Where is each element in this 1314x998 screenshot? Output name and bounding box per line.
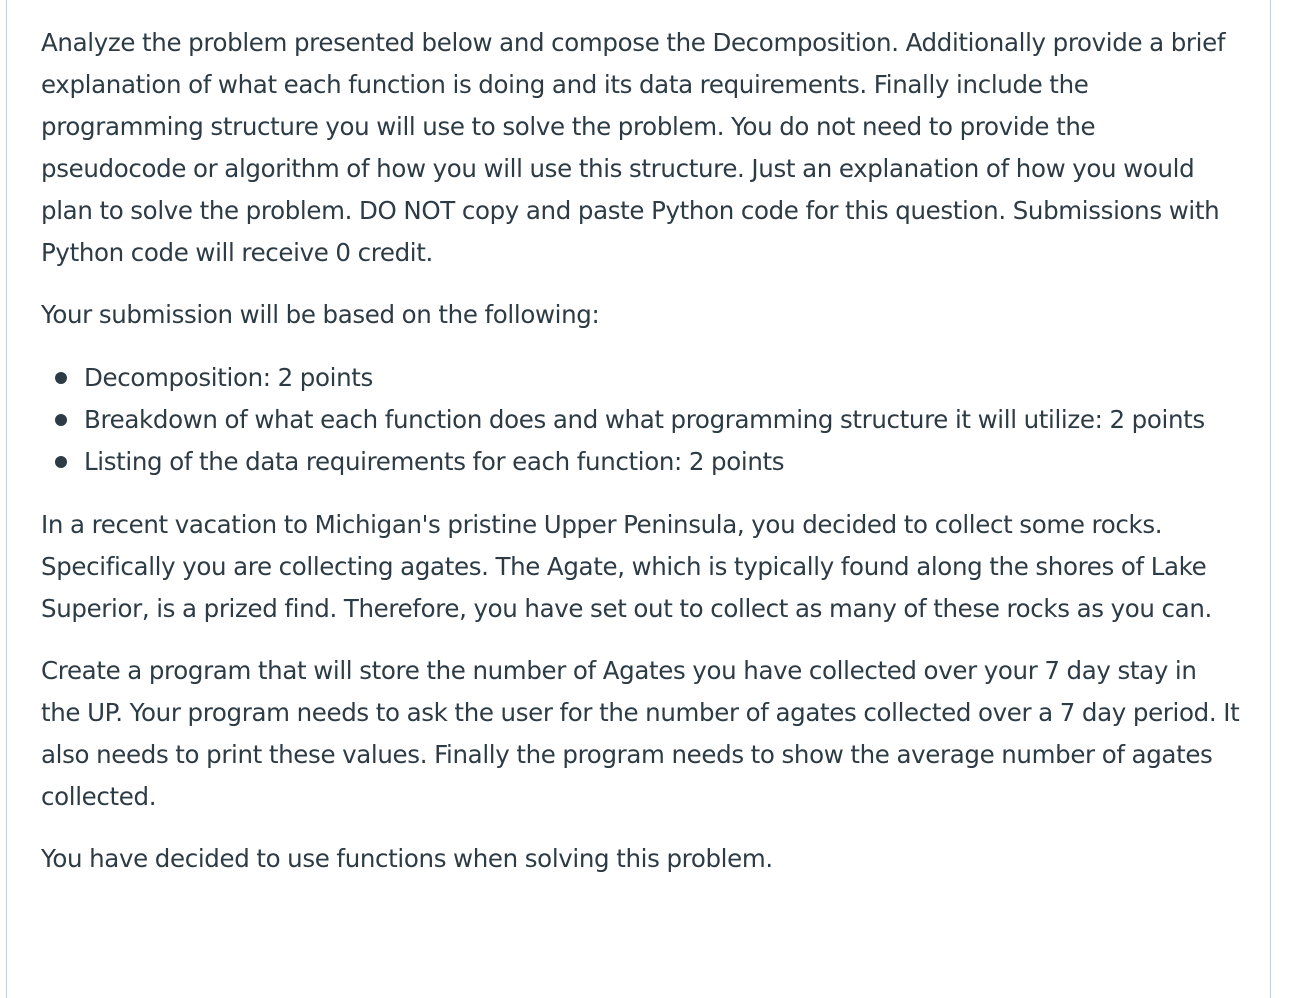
bullet-icon — [55, 372, 67, 384]
criteria-item — [41, 399, 1241, 441]
criteria-item-text: Breakdown of what each function does and what programming structure it will utilize: 2 points — [84, 405, 1205, 434]
criteria-item — [41, 357, 1241, 399]
grading-basis-text: Your submission will be based on the following: — [41, 300, 600, 329]
assignment-panel — [6, 0, 1271, 998]
criteria-item — [41, 441, 1241, 483]
intro-paragraph: Analyze the problem presented below and compose the Decomposition. Additionally provide a brief explanation of what each function is doing and its data requirements. Finally include the programming structure you will use to solve the problem. You do not need to provide the pseudocode or algorithm of how you will use this structure. Just an explanation of how you would plan to solve the problem. DO NOT copy and paste Python code for this question. Submissions with Python code will receive 0 credit. — [41, 28, 1226, 267]
bullet-icon — [55, 456, 67, 468]
task-paragraph: Create a program that will store the number of Agates you have collected over your 7 day stay in the UP. Your program needs to ask the user for the number of agates collected over a 7 day period. It also needs to print these values. Finally the program needs to show the average number of agates collected. — [41, 656, 1240, 811]
criteria-item-text: Listing of the data requirements for each function: 2 points — [84, 447, 785, 476]
closing-paragraph: You have decided to use functions when solving this problem. — [41, 844, 773, 873]
bullet-icon — [55, 414, 67, 426]
assignment-description — [41, 22, 1241, 880]
grading-criteria-list — [41, 357, 1241, 483]
criteria-item-text: Decomposition: 2 points — [84, 363, 373, 392]
scenario-paragraph: In a recent vacation to Michigan's pristine Upper Peninsula, you decided to collect some rocks. Specifically you are collecting agates. The Agate, which is typically found along the shores of Lake Superior, is a prized find. Therefore, you have set out to collect as many of these rocks as you can. — [41, 510, 1212, 623]
